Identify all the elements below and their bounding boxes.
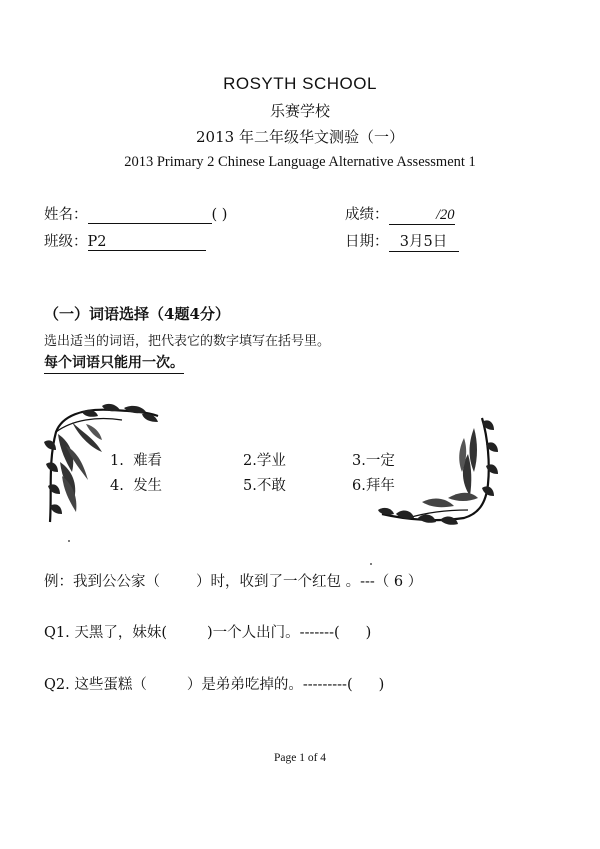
question-1 [44,621,371,642]
score-label: 成绩： [345,207,389,223]
option-6 [352,474,395,495]
option-word: 一定 [365,453,395,469]
question-after: ）是弟弟吃掉的。---------( [186,677,353,693]
score-value: /20 [435,207,455,223]
page-number: Page 1 of 4 [273,752,327,764]
option-num: 5. [243,478,257,494]
assessment-title-cn: 2013 年二年级华文测验（一） [196,128,404,146]
scan-speck [68,540,70,542]
option-word: 拜年 [365,478,395,494]
assessment-title-en: 2013 Primary 2 Chinese Language Alternative Assessment 1 [124,154,476,170]
question-end: ) [365,625,372,641]
section-title: （一）词语选择（4题4分） [44,305,230,323]
question-end: ) [378,677,385,693]
option-word: 不敢 [256,478,286,494]
date-field [345,230,459,252]
name-label: 姓名： [44,207,88,223]
option-num: 1. [110,453,124,469]
option-1 [110,449,162,470]
option-num: 3. [352,453,366,469]
option-num: 2. [243,453,257,469]
floral-corner-right-icon [378,414,500,534]
option-num: 4. [110,478,124,494]
date-label: 日期： [345,234,389,250]
option-num: 6. [352,478,366,494]
example-question [44,570,422,591]
school-name-en: ROSYTH SCHOOL [223,74,377,93]
option-word: 学业 [256,453,286,469]
section-rule: 每个词语只能用一次。 [44,352,184,374]
example-prefix: 例：我到公公家（ [44,574,160,590]
class-value: P2 [87,234,107,250]
option-2 [243,449,286,470]
date-blank [389,230,459,252]
question-2 [44,673,384,694]
score-field [345,203,455,225]
name-paren: ( ) [211,207,228,223]
section-instruction: 选出适当的词语，把代表它的数字填写在括号里。 [44,334,331,349]
score-blank[interactable] [389,207,455,225]
option-4 [110,474,162,495]
name-blank[interactable] [88,207,212,224]
question-before: 这些蛋糕（ [74,677,147,693]
option-3 [352,449,395,470]
example-suffix: ） [407,574,423,590]
question-label: Q2. [44,677,70,693]
example-middle: ）时，收到了一个红包 。---（ [196,574,390,590]
option-word: 难看 [133,453,163,469]
example-answer: 6 [393,574,404,590]
class-label: 班级： [44,234,88,250]
class-field [44,230,206,251]
question-before: 天黑了，妹妹( [74,625,168,641]
option-word: 发生 [133,478,163,494]
question-after: )一个人出门。-------( [207,625,340,641]
scan-speck [370,563,372,565]
date-value: 3月5日 [399,234,448,250]
school-name-cn: 乐赛学校 [269,102,330,120]
name-field [44,203,227,224]
class-blank[interactable] [88,234,206,251]
option-5 [243,474,286,495]
question-label: Q1. [44,625,70,641]
